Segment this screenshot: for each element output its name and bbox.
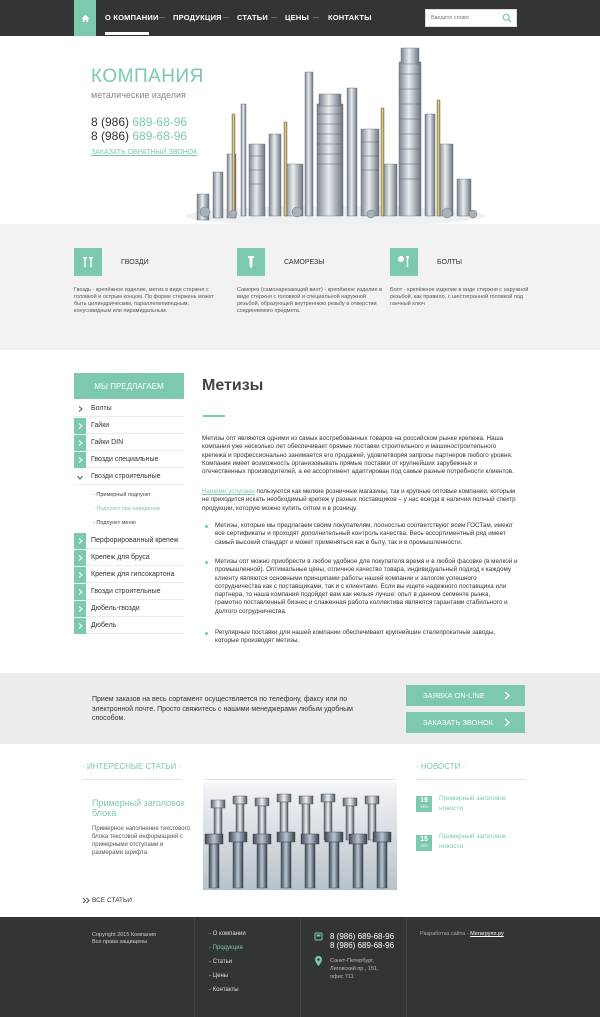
home-button[interactable] [74,0,96,36]
sidebar-item-label: Гвозди специальные [91,456,159,463]
article-block-title[interactable]: Примерный заголовок блока [92,798,185,818]
sidebar-item[interactable] [74,618,184,634]
article-bullet: Метизы опт можно приобрести в любое удобное для покупателя время и в любой фасовке (в мелкой и промышленной). Оптимальные цены, отличное качество товара, индивидуальный подход к каждому клиенту являются основными принципами работы нашей компании и залогом успешного сотрудничества как с поставщиками, так и с клиентами. Если вы ищете надежного поставщика или партнера, то наша компания подойдет вам как нельзя лучше: опыт в данном сегменте рынка, грамотно поставленный бизнес и слаженная работа коллектива являются гарантами стабильного и долгого сотрудничества. [215,558,518,615]
nav-articles[interactable]: СТАТЬИ [237,13,268,22]
sidebar-item[interactable] [74,601,184,617]
heading-divider [203,779,397,780]
services-link[interactable]: Нашими услугами [202,488,255,495]
sidebar-item[interactable] [74,584,184,600]
chevron-down-icon [74,469,86,485]
feature-title: САМОРЕЗЫ [284,259,325,266]
article-paragraph: Метизы опт являются одними из самых востребованных товаров на российском рынке крепежа. Наша компания уже несколько лет обеспечивает прямые поставки строительного и машиностроительного крепежа и профессионально занимается его продажей, удовлетворяя запросы партнеров любого уровня. Компания имеет возможность организовывать прямые поставки от крупнейших зарубежных и отечественных производителей, а ее ассортимент адаптирован под самые разные потребности клиентов. [202,435,514,476]
phone-prefix: 8 (986) [91,129,130,143]
news-date-badge [416,835,432,851]
sidebar-item-label: Гайки [91,422,110,429]
date-day: 19 [420,797,428,804]
chevron-right-icon [74,618,86,634]
nav-about[interactable]: О КОМПАНИИ [105,13,159,22]
sidebar-item-label: Гайки DIN [91,439,124,446]
sidebar-subitem-hover[interactable]: - Подпункт при наведении [93,506,160,512]
date-month: ФЕВ [420,805,428,809]
developer-credit [420,931,504,937]
copyright-line: Все права защищены [92,939,148,945]
article-paragraph [202,488,518,513]
footer-link[interactable]: - Цены [209,973,229,979]
all-articles-link[interactable]: ВСЕ СТАТЬИ [92,897,132,904]
news-link[interactable]: Примерный заголовок новости [439,795,506,812]
copyright-line: Copyright 2015 Компания [92,932,156,938]
feature-text: Гвоздь - крепёжное изделие, метиз в виде стержня с головкой и острым концом. По форме стержень может быть цилиндрическим, параллелепипедным, конусовидным или пирамидальным. [74,287,214,314]
link-label: Контакты [212,987,239,993]
features-section [0,224,600,350]
date-month: ФЕВ [420,844,428,848]
feature-title: ГВОЗДИ [121,259,149,266]
sidebar-item-label: Гвозди строительные [91,473,161,480]
sidebar-item[interactable] [74,567,184,583]
phone-number: 689-68-96 [132,115,188,129]
active-nav-indicator [105,32,149,35]
feature-text: Саморез (самонарезающий винт) - крепёжное изделие в виде стержня с головкой и специальной наружной резьбой, образующей внутреннюю резьбу в отверстии соединяемого предмета. [237,287,382,314]
article-block-text: Примерное наполнение текстового блока текстовой информацией с примерными отступами и размерами шрифта. [92,826,190,856]
footer-link[interactable]: - Статьи [209,959,233,965]
button-label: ЗАКАЗАТЬ ЗВОНОК [423,718,494,727]
articles-news-section [0,744,600,917]
chevron-right-icon [74,550,86,566]
hero-section [0,36,600,224]
sidebar-item-label: Гвозди строительные [91,588,161,595]
footer [0,917,600,1017]
copyright [92,932,156,946]
link-label: Продукция [212,945,243,951]
chevron-right-icon [504,718,510,727]
nav-contacts[interactable]: КОНТАКТЫ [328,13,372,22]
paragraph-text: пользуются как мелкие розничные магазины, так и крупные оптовые компании, которым не приходится искать необходимый крепеж у разных поставщиков – у нас всегда в наличии полный спектр продукции, которую можно купить оптом и в розницу. [202,488,516,512]
subitem-label: Подпункт при наведении [96,506,160,512]
phone-number: 689-68-96 [132,129,188,143]
sidebar-subitem[interactable]: - Подпункт меню [93,520,136,526]
article-title: Метизы [202,377,264,394]
news-date-badge [416,796,432,812]
chevron-right-icon [74,601,86,617]
nav-separator [223,17,229,18]
sidebar-item-label: Дюбель [91,622,117,629]
chevron-right-icon [74,401,86,417]
sidebar-item[interactable] [74,452,184,468]
bolt-icon [396,254,412,270]
sidebar-item-label: Дюбель-гвозди [91,605,140,612]
sidebar-item-label: Перфорированный крепеж [91,537,179,544]
link-label: Цены [212,973,229,979]
online-request-button[interactable] [406,685,525,706]
footer-link[interactable]: - О компании [209,931,246,937]
sidebar-item-label: Болты [91,405,112,412]
search-box [425,9,517,27]
sidebar-item-expanded[interactable] [74,469,184,485]
top-nav [0,0,600,36]
button-label: ЗАЯВКА ON-LINE [423,691,485,700]
bullet-dot [205,632,208,635]
article-bullet: Метизы, которые мы предлагаем своим покупателям, полностью соответствуют всем ГОСТам, имеют все сертификаты и проходят дополнительный контроль качества. Весь ассортиментный ряд имеет самый высокий стандарт и может применяться как в быту, так и в промышленности. [215,522,514,546]
bullet-dot [205,525,208,528]
hero-phone-1 [91,115,187,129]
chevron-right-icon [74,567,86,583]
link-label: Статьи [212,959,233,965]
phone-prefix: 8 (986) [91,115,130,129]
sidebar-item[interactable] [74,401,184,417]
chevron-right-icon [74,418,86,434]
chevron-right-icon [74,533,86,549]
cta-text: Прием заказов на весь сортамент осуществляется по телефону, факсу или по электронной почте. Просто свяжитесь с нашими менеджерами любым удобным способом. [92,696,353,722]
search-icon[interactable] [502,13,512,23]
footer-phone: 8 (986) 689-68-96 [330,932,395,941]
subitem-label: Подпункт меню [96,520,136,526]
feature-screws-tile[interactable] [237,248,265,276]
link-label: О компании [212,931,246,937]
nav-separator [159,17,165,18]
search-input[interactable] [426,10,500,26]
date-day: 15 [420,836,428,843]
feature-title: БОЛТЫ [437,259,462,266]
nav-products[interactable]: ПРОДУКЦИЯ [173,13,222,22]
nav-separator [313,17,319,18]
address-line: офис 711 [330,974,354,980]
sidebar-item[interactable] [74,418,184,434]
feature-nails-tile[interactable] [74,248,102,276]
order-call-button[interactable] [406,712,525,733]
chevron-right-icon [74,452,86,468]
subitem-label: Примерный подпункт [96,492,151,498]
heading-divider [82,779,182,780]
heading-divider [416,779,526,780]
news-link[interactable]: Примерный заголовок новости [439,833,506,850]
column-divider [194,917,195,1017]
column-divider [300,917,301,1017]
feature-bolts-tile[interactable] [390,248,418,276]
article-bullet: Регулярные поставки для нашей компании обеспечивают крупнейшие сталепрокатные заводы, которые производят метизы. [215,629,496,645]
footer-address [330,957,379,981]
title-divider [203,415,225,417]
callback-link[interactable]: ЗАКАЗАТЬ ОБРАТНЫЙ ЗВОНОК [91,149,198,156]
fasteners-city-image [185,44,485,224]
sidebar-heading: МЫ ПРЕДЛАГАЕМ [74,373,184,399]
developer-link[interactable]: Мегагрупп.ру [470,931,504,937]
sidebar-item[interactable] [74,533,184,549]
bolts-photo [203,782,397,890]
footer-link-active[interactable]: - Продукция [209,945,243,951]
feature-text: Болт - крепёжное изделие в виде стержня с наружной резьбой, как правило, с шестигранной головкой под гаечный ключ [390,287,529,307]
sidebar-item[interactable] [74,550,184,566]
bullet-dot [205,561,208,564]
address-line: Лиговский пр., 151, [330,966,379,972]
company-subtitle: металические изделия [91,90,186,100]
heading-text: ИНТЕРЕСНЫЕ СТАТЬИ [86,762,177,771]
cta-section [0,673,600,744]
location-pin-icon [315,956,322,966]
sidebar-item[interactable] [74,435,184,451]
sidebar-item-label: Крепеж для гипсокартона [91,571,175,578]
home-icon [81,14,90,23]
chevron-right-icon [504,691,510,700]
nail-icon [80,254,96,270]
chevron-right-icon [74,584,86,600]
nav-prices[interactable]: ЦЕНЫ [285,13,310,22]
credit-text: Разработка сайта - [420,931,471,937]
articles-heading: · ИНТЕРЕСНЫЕ СТАТЬИ · [82,762,182,771]
phone-icon [314,932,323,941]
address-line: Санкт-Петербург, [330,958,374,964]
hero-phone-2 [91,129,187,143]
news-heading: · НОВОСТИ · [416,762,466,771]
footer-phone: 8 (986) 689-68-96 [330,941,395,950]
sidebar-subitem[interactable]: - Примерный подпункт [93,492,151,498]
chevron-right-icon [74,435,86,451]
nav-separator [271,17,277,18]
double-chevron-icon [82,897,90,904]
column-divider [406,917,407,1017]
footer-link[interactable]: - Контакты [209,987,239,993]
sidebar-item-label: Крепеж для бруса [91,554,150,561]
company-title: КОМПАНИЯ [91,66,204,87]
screw-icon [243,254,259,270]
heading-text: НОВОСТИ [420,762,461,771]
